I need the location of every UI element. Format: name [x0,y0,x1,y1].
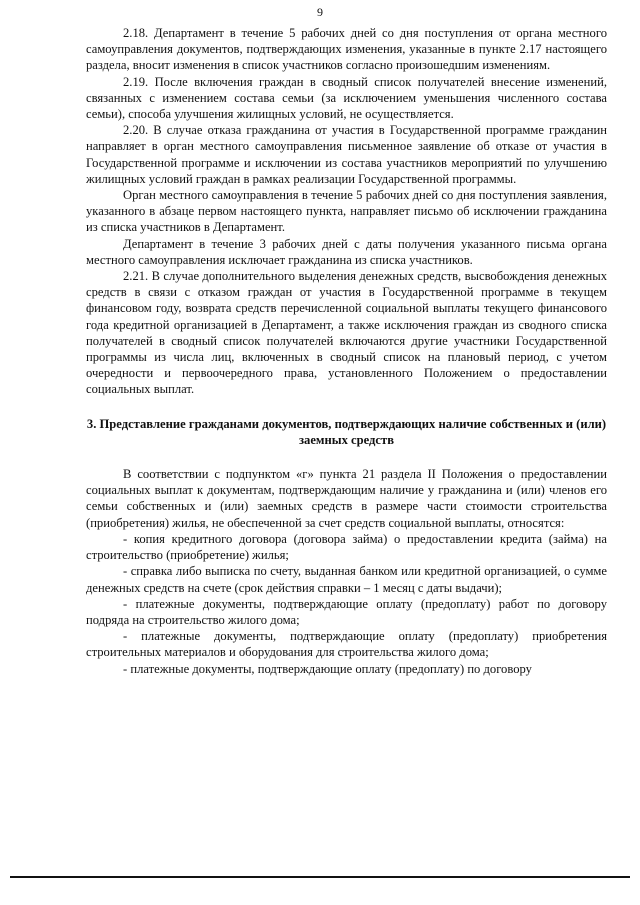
list-item: - платежные документы, подтверждающие оплату (предоплату) приобретения строительных материалов и оборудования для строительства жилого дома; [86,629,607,660]
page-number: 9 [317,5,323,19]
bottom-divider [10,876,630,878]
paragraph-2-20-department: Департамент в течение 3 рабочих дней с даты получения указанного письма органа местного самоуправления исключает гражданина из списка участников. [86,236,607,267]
paragraph-2-21: 2.21. В случае дополнительного выделения денежных средств, высвобождения денежных средств в связи с отказом граждан от участия в Государственной программе в текущем финансовом году, возврата средств перечисленной социальной выплаты текущего финансового года кредитной организацией в Департамент, а также исключения граждан из сводного списка получателей в сводный список получателей включаются другие участники Государственной программы из числа лиц, включенных в сводный список на плановый период, с учетом очередности и первоочередного права, установленного Положением о предоставлении социальных выплат. [86,269,607,397]
paragraph-2-18: 2.18. Департамент в течение 5 рабочих дней со дня поступления от органа местного самоуправления документов, подтверждающих изменения, указанные в пункте 2.17 настоящего раздела, вносит изменения в список участников согласно произошедшим изменениям. [86,26,607,73]
list-item: - платежные документы, подтверждающие оплату (предоплату) по договору [123,661,532,676]
paragraph-2-20-local-authority: Орган местного самоуправления в течение 5 рабочих дней со дня поступления заявления, указанного в абзаце первом настоящего пункта, направляет письмо об исключении гражданина из списка участников в Департамент. [86,188,607,235]
section-intro: В соответствии с подпунктом «г» пункта 21 раздела II Положения о предоставлении социальных выплат к документам, подтверждающим наличие у гражданина и (или) членов его семьи собственных и (или) заемных средств в размере части стоимости строительства (приобретения) жилья, не обеспеченной за счет средств социальной выплаты, относятся: [86,467,607,530]
list-item: - копия кредитного договора (договора займа) о предоставлении кредита (займа) на строительство (приобретение) жилья; [86,531,607,563]
page-content [86,25,607,677]
paragraph-2-19: 2.19. После включения граждан в сводный список получателей внесение изменений, связанных с изменением состава семьи (за исключением уменьшения численного состава семьи), способа улучшения жилищных условий, не осуществляется. [86,74,607,122]
list-item: - платежные документы, подтверждающие оплату (предоплату) работ по договору подряда на строительство жилого дома; [86,596,607,627]
paragraph-2-20: 2.20. В случае отказа гражданина от участия в Государственной программе гражданин направляет в орган местного самоуправления письменное заявление об отказе от участия в Государственной программе и исключении из состава участников мероприятий по улучшению жилищных условий граждан в рамках реализации Государственной программы. [86,123,607,186]
list-item: - справка либо выписка по счету, выданная банком или кредитной организацией, о сумме денежных средств на счете (срок действия справки – 1 месяц с даты выдачи); [86,564,607,595]
section-title: 3. Представление гражданами документов, подтверждающих наличие собственных и (или) заемных средств [86,416,607,447]
